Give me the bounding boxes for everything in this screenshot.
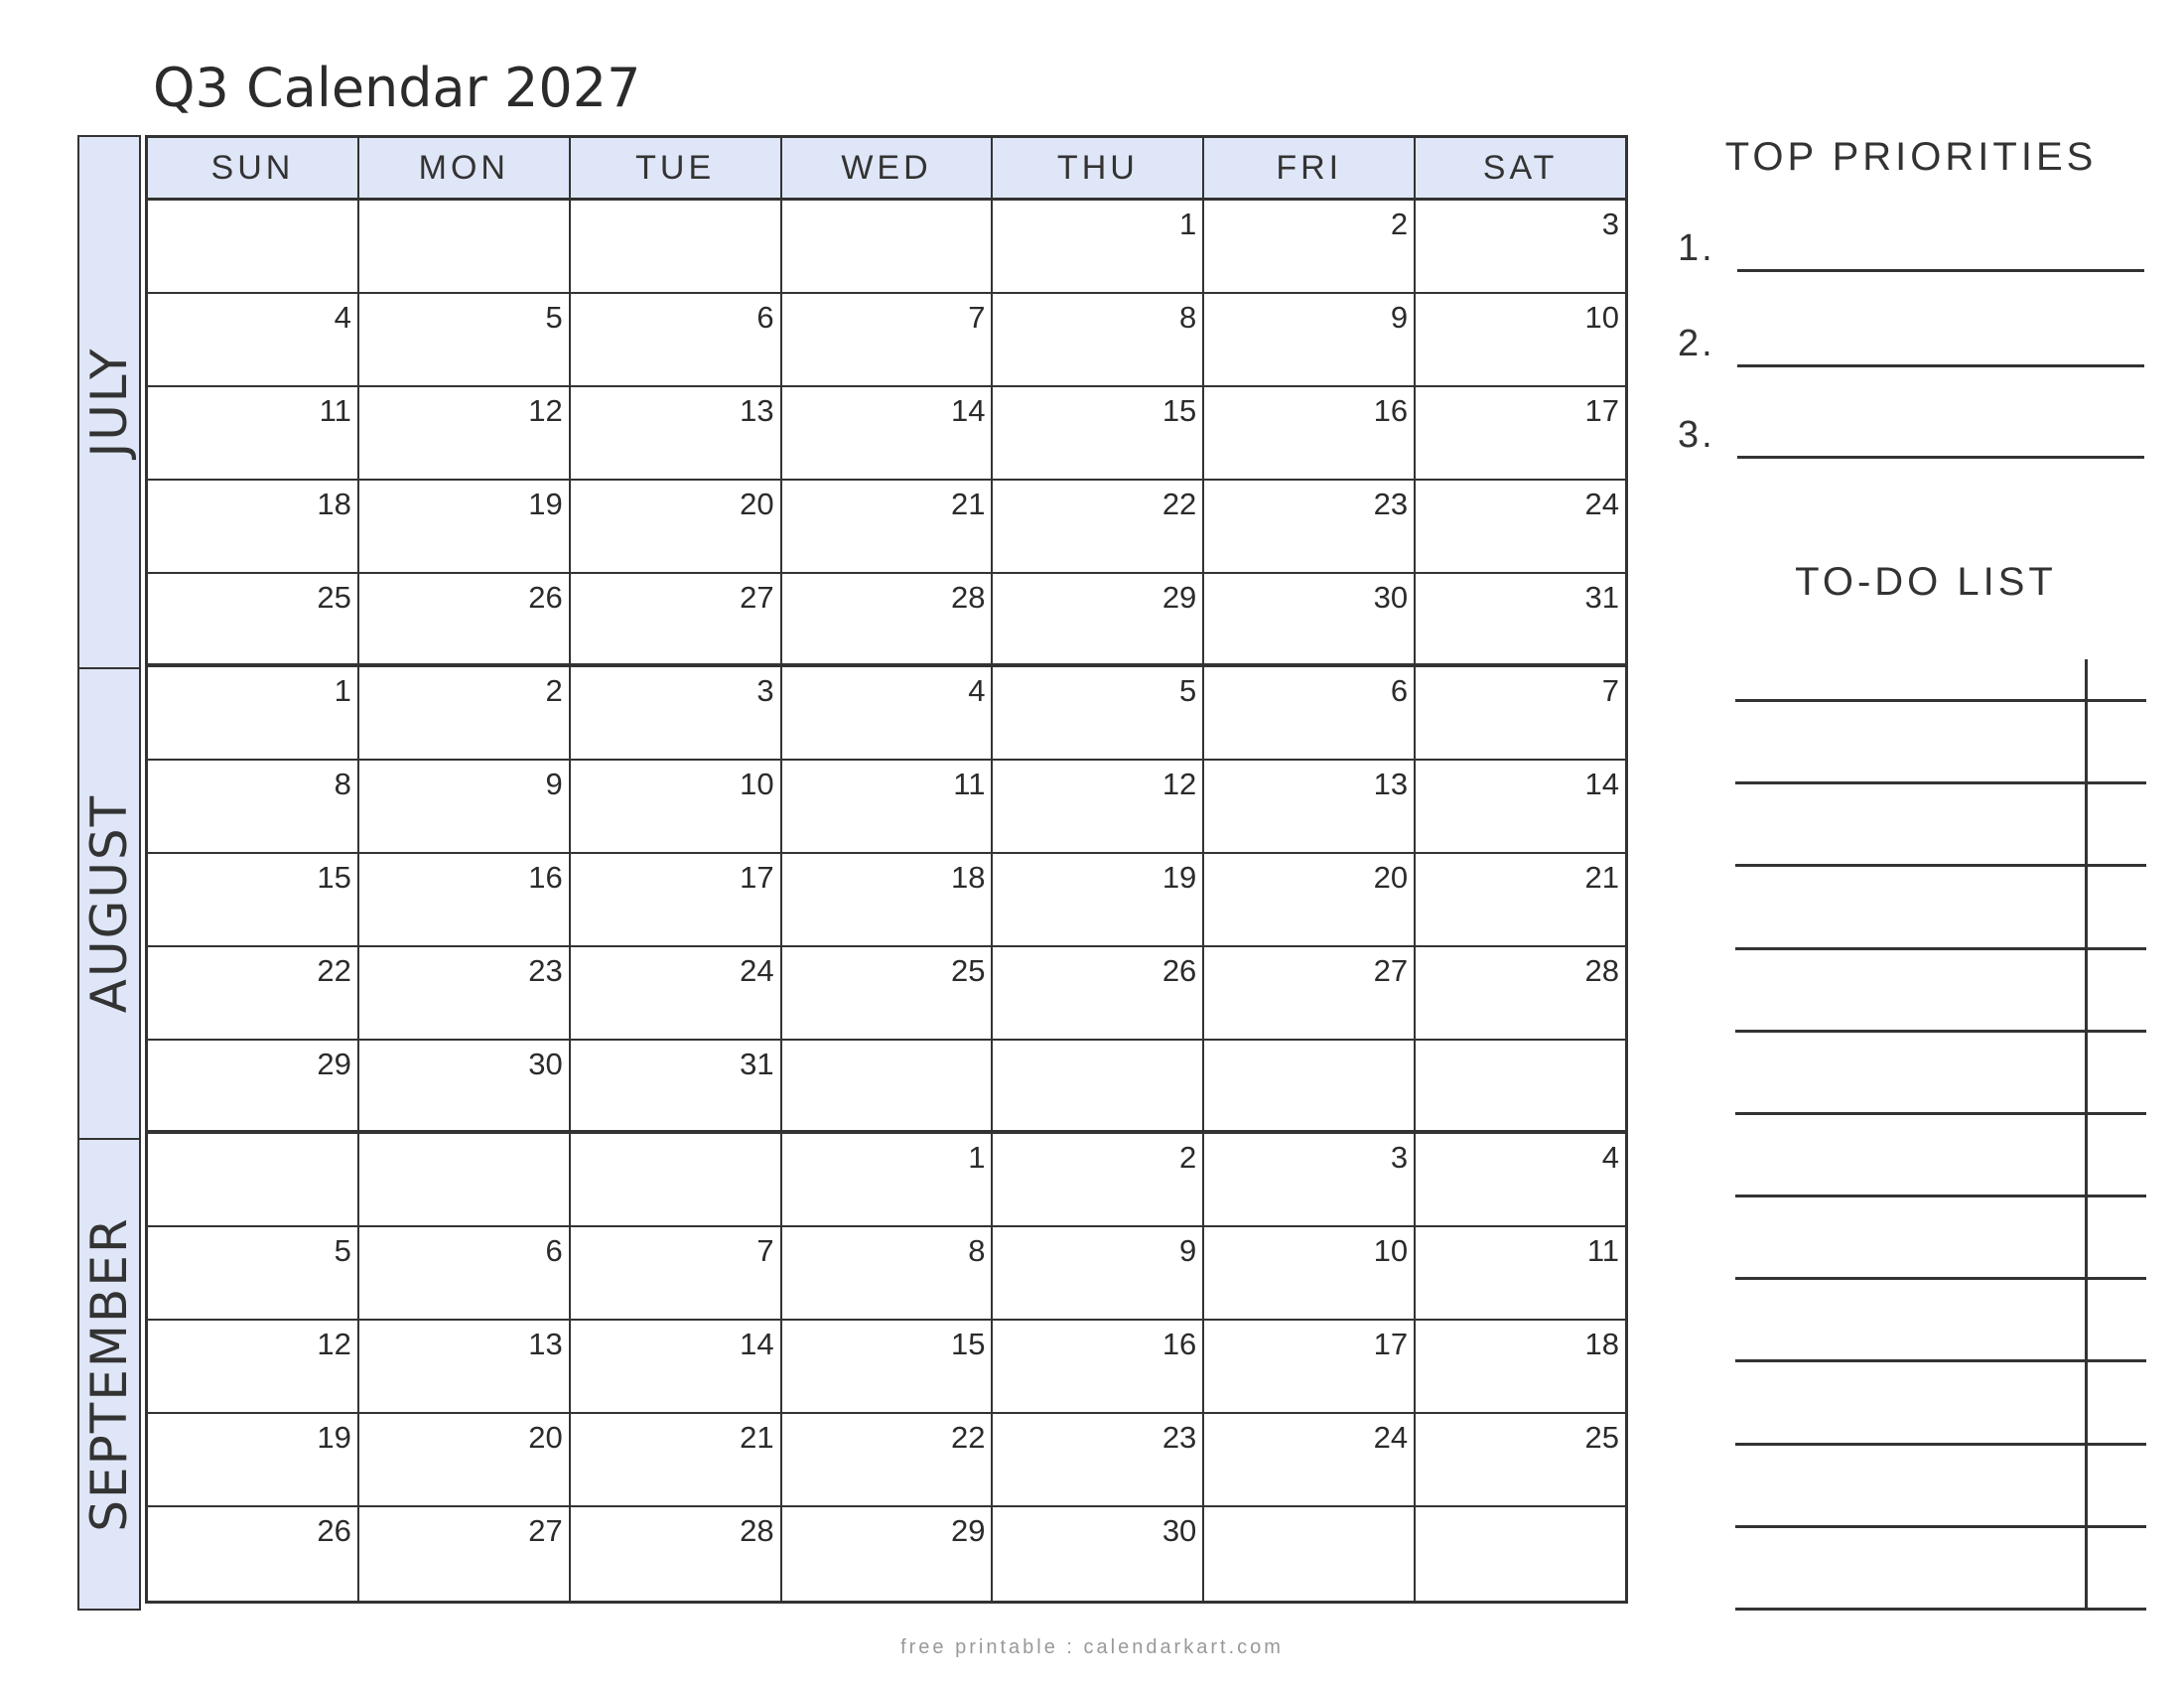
- day-number: 22: [317, 953, 351, 988]
- day-number: 4: [1601, 1140, 1620, 1175]
- day-cell-fri[interactable]: [1204, 1041, 1416, 1130]
- todo-checkbox-divider: [2085, 659, 2088, 1611]
- day-cell-mon[interactable]: [359, 947, 571, 1039]
- day-cell-wed[interactable]: [782, 1414, 994, 1505]
- day-cell-mon[interactable]: [359, 1507, 571, 1601]
- day-number: 3: [756, 673, 774, 708]
- day-cell-tue[interactable]: [571, 1227, 782, 1319]
- day-number: 18: [950, 860, 986, 895]
- day-cell-sun[interactable]: [148, 854, 359, 945]
- day-number: 6: [756, 300, 774, 335]
- day-number: 11: [1586, 1233, 1620, 1268]
- day-number: 6: [545, 1233, 563, 1268]
- day-cell-mon[interactable]: [359, 481, 571, 572]
- day-cell-thu[interactable]: [993, 854, 1204, 945]
- day-number: 20: [528, 1420, 563, 1455]
- day-number: 5: [1179, 673, 1197, 708]
- day-number: 4: [968, 673, 986, 708]
- day-cell-sun[interactable]: [148, 1227, 359, 1319]
- day-number: 23: [1161, 1420, 1197, 1455]
- priority-number: 2.: [1678, 323, 1715, 364]
- calendar-grid: [145, 135, 1628, 1604]
- day-cell-sat[interactable]: [1416, 294, 1625, 385]
- day-number: 26: [1161, 953, 1197, 988]
- weekday-sun: SUN: [148, 138, 359, 198]
- day-cell-wed[interactable]: [782, 1321, 994, 1412]
- day-cell-wed[interactable]: [782, 201, 994, 292]
- day-cell-fri[interactable]: [1204, 854, 1416, 945]
- day-cell-wed[interactable]: [782, 1041, 994, 1130]
- day-cell-fri[interactable]: [1204, 1507, 1416, 1601]
- footer-credit: free printable : calendarkart.com: [900, 1636, 1284, 1658]
- day-cell-mon[interactable]: [359, 387, 571, 479]
- day-number: 23: [528, 953, 563, 988]
- day-number: 2: [545, 673, 563, 708]
- todo-write-line[interactable]: [1735, 1608, 2146, 1611]
- priority-item-1[interactable]: [1678, 212, 2144, 272]
- month-strip-august: [77, 667, 141, 1140]
- day-number: 28: [1584, 953, 1620, 988]
- day-number: 27: [528, 1513, 563, 1548]
- day-number: 1: [968, 1140, 986, 1175]
- month-label-september: SEPTEMBER: [80, 1216, 138, 1532]
- day-cell-wed[interactable]: [782, 761, 994, 852]
- day-number: 20: [1373, 860, 1409, 895]
- day-cell-sat[interactable]: [1416, 1134, 1625, 1225]
- day-number: 14: [1584, 767, 1620, 801]
- day-number: 7: [1601, 673, 1620, 708]
- day-cell-sun[interactable]: [148, 574, 359, 663]
- day-number: 30: [528, 1047, 563, 1081]
- day-number: 18: [1584, 1327, 1620, 1361]
- day-number: 21: [1584, 860, 1620, 895]
- day-cell-mon[interactable]: [359, 667, 571, 759]
- day-number: 3: [1390, 1140, 1409, 1175]
- day-cell-fri[interactable]: [1204, 1227, 1416, 1319]
- day-number: 19: [528, 487, 563, 521]
- priority-item-3[interactable]: [1678, 399, 2144, 459]
- day-cell-sun[interactable]: [148, 1134, 359, 1225]
- todo-write-line[interactable]: [1735, 1359, 2146, 1362]
- day-number: 8: [334, 767, 351, 801]
- day-cell-fri[interactable]: [1204, 667, 1416, 759]
- day-number: 10: [740, 767, 774, 801]
- week-row: [148, 481, 1625, 574]
- day-cell-fri[interactable]: [1204, 1414, 1416, 1505]
- day-cell-wed[interactable]: [782, 1134, 994, 1225]
- day-cell-fri[interactable]: [1204, 481, 1416, 572]
- day-cell-sun[interactable]: [148, 667, 359, 759]
- week-row: [148, 574, 1625, 667]
- todo-write-line[interactable]: [1735, 1443, 2146, 1446]
- day-number: 26: [317, 1513, 351, 1548]
- week-rows: [148, 201, 1625, 1601]
- day-cell-thu[interactable]: [993, 481, 1204, 572]
- day-cell-sat[interactable]: [1416, 481, 1625, 572]
- day-cell-fri[interactable]: [1204, 387, 1416, 479]
- day-cell-sun[interactable]: [148, 1507, 359, 1601]
- day-cell-wed[interactable]: [782, 1507, 994, 1601]
- day-cell-fri[interactable]: [1204, 574, 1416, 663]
- day-number: 16: [528, 860, 563, 895]
- day-cell-thu[interactable]: [993, 1414, 1204, 1505]
- day-number: 12: [317, 1327, 351, 1361]
- day-number: 5: [334, 1233, 351, 1268]
- day-number: 8: [968, 1233, 986, 1268]
- day-cell-thu[interactable]: [993, 667, 1204, 759]
- day-cell-thu[interactable]: [993, 294, 1204, 385]
- day-number: 14: [740, 1327, 774, 1361]
- day-cell-wed[interactable]: [782, 667, 994, 759]
- page-title: Q3 Calendar 2027: [153, 57, 641, 119]
- day-cell-wed[interactable]: [782, 387, 994, 479]
- todo-write-line[interactable]: [1735, 1195, 2146, 1197]
- day-cell-tue[interactable]: [571, 201, 782, 292]
- day-number: 2: [1179, 1140, 1197, 1175]
- day-cell-sun[interactable]: [148, 1041, 359, 1130]
- day-number: 21: [950, 487, 986, 521]
- day-number: 30: [1161, 1513, 1197, 1548]
- day-cell-thu[interactable]: [993, 1134, 1204, 1225]
- day-cell-thu[interactable]: [993, 1227, 1204, 1319]
- day-cell-sat[interactable]: [1416, 1507, 1625, 1601]
- day-cell-thu[interactable]: [993, 947, 1204, 1039]
- week-row: [148, 387, 1625, 481]
- day-cell-sat[interactable]: [1416, 761, 1625, 852]
- top-priorities-heading: TOP PRIORITIES: [1724, 135, 2098, 179]
- day-cell-fri[interactable]: [1204, 294, 1416, 385]
- priority-write-line[interactable]: [1737, 364, 2144, 367]
- day-cell-wed[interactable]: [782, 574, 994, 663]
- priority-number: 3.: [1678, 414, 1715, 456]
- day-number: 6: [1390, 673, 1409, 708]
- todo-write-line[interactable]: [1735, 1112, 2146, 1115]
- day-cell-sat[interactable]: [1416, 201, 1625, 292]
- day-number: 20: [740, 487, 774, 521]
- day-cell-tue[interactable]: [571, 947, 782, 1039]
- day-number: 17: [1373, 1327, 1409, 1361]
- month-strip-july: [77, 135, 141, 669]
- day-cell-wed[interactable]: [782, 854, 994, 945]
- day-cell-tue[interactable]: [571, 761, 782, 852]
- day-cell-sat[interactable]: [1416, 1321, 1625, 1412]
- day-number: 12: [1161, 767, 1197, 801]
- week-row: [148, 947, 1625, 1041]
- day-cell-sun[interactable]: [148, 481, 359, 572]
- day-number: 28: [740, 1513, 774, 1548]
- day-cell-tue[interactable]: [571, 667, 782, 759]
- day-number: 5: [545, 300, 563, 335]
- day-cell-mon[interactable]: [359, 294, 571, 385]
- day-cell-wed[interactable]: [782, 481, 994, 572]
- day-cell-mon[interactable]: [359, 201, 571, 292]
- day-cell-fri[interactable]: [1204, 201, 1416, 292]
- day-number: 25: [950, 953, 986, 988]
- day-cell-sat[interactable]: [1416, 387, 1625, 479]
- day-cell-tue[interactable]: [571, 387, 782, 479]
- month-strip-september: [77, 1138, 141, 1611]
- day-cell-tue[interactable]: [571, 481, 782, 572]
- day-number: 19: [317, 1420, 351, 1455]
- month-label-august: AUGUST: [80, 793, 138, 1014]
- day-number: 1: [334, 673, 351, 708]
- day-number: 8: [1179, 300, 1197, 335]
- day-number: 24: [1584, 487, 1620, 521]
- month-label-july: JULY: [80, 347, 138, 458]
- week-row: [148, 1507, 1625, 1601]
- weekday-mon: MON: [359, 138, 571, 198]
- priority-number: 1.: [1678, 227, 1715, 269]
- day-cell-fri[interactable]: [1204, 1321, 1416, 1412]
- day-number: 29: [317, 1047, 351, 1081]
- day-number: 17: [740, 860, 774, 895]
- day-cell-sun[interactable]: [148, 201, 359, 292]
- day-number: 31: [740, 1047, 774, 1081]
- weekday-tue: TUE: [571, 138, 782, 198]
- week-row: [148, 1414, 1625, 1507]
- day-cell-sat[interactable]: [1416, 1227, 1625, 1319]
- day-cell-tue[interactable]: [571, 574, 782, 663]
- day-cell-wed[interactable]: [782, 294, 994, 385]
- day-cell-mon[interactable]: [359, 1414, 571, 1505]
- day-number: 11: [953, 767, 986, 801]
- day-number: 13: [528, 1327, 563, 1361]
- day-cell-thu[interactable]: [993, 1507, 1204, 1601]
- day-cell-wed[interactable]: [782, 1227, 994, 1319]
- day-cell-thu[interactable]: [993, 387, 1204, 479]
- day-cell-mon[interactable]: [359, 1227, 571, 1319]
- day-cell-tue[interactable]: [571, 1321, 782, 1412]
- day-number: 17: [1584, 393, 1620, 428]
- day-cell-mon[interactable]: [359, 1321, 571, 1412]
- day-cell-sat[interactable]: [1416, 667, 1625, 759]
- priority-item-2[interactable]: [1678, 308, 2144, 367]
- day-cell-sat[interactable]: [1416, 1414, 1625, 1505]
- priority-write-line[interactable]: [1737, 269, 2144, 272]
- day-cell-tue[interactable]: [571, 1134, 782, 1225]
- day-cell-sat[interactable]: [1416, 574, 1625, 663]
- day-number: 16: [1161, 1327, 1197, 1361]
- day-cell-wed[interactable]: [782, 947, 994, 1039]
- day-number: 22: [950, 1420, 986, 1455]
- week-row: [148, 201, 1625, 294]
- day-number: 15: [1161, 393, 1197, 428]
- day-number: 21: [740, 1420, 774, 1455]
- todo-write-line[interactable]: [1735, 699, 2146, 702]
- day-number: 28: [950, 580, 986, 615]
- day-cell-sun[interactable]: [148, 1321, 359, 1412]
- week-row: [148, 1134, 1625, 1227]
- day-cell-thu[interactable]: [993, 1321, 1204, 1412]
- day-cell-tue[interactable]: [571, 1041, 782, 1130]
- week-row: [148, 294, 1625, 387]
- todo-write-line[interactable]: [1735, 947, 2146, 950]
- weekday-sat: SAT: [1482, 149, 1559, 187]
- day-cell-sun[interactable]: [148, 761, 359, 852]
- day-cell-thu[interactable]: [993, 574, 1204, 663]
- day-number: 30: [1373, 580, 1409, 615]
- day-cell-tue[interactable]: [571, 294, 782, 385]
- day-number: 3: [1601, 207, 1620, 241]
- day-cell-mon[interactable]: [359, 761, 571, 852]
- day-number: 12: [528, 393, 563, 428]
- day-cell-tue[interactable]: [571, 1414, 782, 1505]
- day-number: 15: [950, 1327, 986, 1361]
- day-number: 26: [528, 580, 563, 615]
- day-number: 11: [319, 393, 351, 428]
- week-row: [148, 667, 1625, 761]
- day-cell-thu[interactable]: [993, 201, 1204, 292]
- week-row: [148, 1227, 1625, 1321]
- day-number: 18: [317, 487, 351, 521]
- day-number: 23: [1373, 487, 1409, 521]
- week-row: [148, 854, 1625, 947]
- day-number: 7: [968, 300, 986, 335]
- week-row: [148, 761, 1625, 854]
- day-number: 7: [756, 1233, 774, 1268]
- day-number: 10: [1584, 300, 1620, 335]
- day-number: 15: [317, 860, 351, 895]
- day-number: 24: [740, 953, 774, 988]
- day-number: 9: [1390, 300, 1409, 335]
- todo-write-line[interactable]: [1735, 1277, 2146, 1280]
- day-number: 19: [1161, 860, 1197, 895]
- day-number: 25: [317, 580, 351, 615]
- day-number: 31: [1584, 580, 1620, 615]
- weekday-thu: THU: [993, 138, 1204, 198]
- day-cell-mon[interactable]: [359, 1041, 571, 1130]
- todo-write-line[interactable]: [1735, 864, 2146, 867]
- day-number: 9: [1179, 1233, 1197, 1268]
- day-cell-sat[interactable]: [1416, 947, 1625, 1039]
- day-number: 4: [334, 300, 351, 335]
- week-row: [148, 1321, 1625, 1414]
- day-cell-mon[interactable]: [359, 574, 571, 663]
- todo-write-line[interactable]: [1735, 1030, 2146, 1033]
- day-number: 13: [740, 393, 774, 428]
- weekday-fri: FRI: [1204, 138, 1416, 198]
- weekday-wed: WED: [782, 138, 994, 198]
- week-row: [148, 1041, 1625, 1134]
- day-number: 24: [1373, 1420, 1409, 1455]
- day-number: 16: [1373, 393, 1409, 428]
- priority-write-line[interactable]: [1737, 456, 2144, 459]
- day-number: 13: [1373, 767, 1409, 801]
- day-cell-thu[interactable]: [993, 761, 1204, 852]
- day-number: 27: [740, 580, 774, 615]
- day-number: 1: [1179, 207, 1197, 241]
- day-cell-fri[interactable]: [1204, 1134, 1416, 1225]
- day-cell-tue[interactable]: [571, 854, 782, 945]
- day-number: 29: [950, 1513, 986, 1548]
- day-number: 29: [1161, 580, 1197, 615]
- weekday-header: [148, 138, 1625, 201]
- day-cell-sun[interactable]: [148, 387, 359, 479]
- day-number: 22: [1161, 487, 1197, 521]
- day-cell-sun[interactable]: [148, 947, 359, 1039]
- day-cell-fri[interactable]: [1204, 947, 1416, 1039]
- day-number: 25: [1584, 1420, 1620, 1455]
- day-cell-sun[interactable]: [148, 1414, 359, 1505]
- day-cell-tue[interactable]: [571, 1507, 782, 1601]
- day-cell-mon[interactable]: [359, 854, 571, 945]
- day-cell-sun[interactable]: [148, 294, 359, 385]
- day-number: 10: [1373, 1233, 1409, 1268]
- day-cell-thu[interactable]: [993, 1041, 1204, 1130]
- day-number: 14: [950, 393, 986, 428]
- todo-write-line[interactable]: [1735, 1525, 2146, 1528]
- day-number: 9: [545, 767, 563, 801]
- day-cell-mon[interactable]: [359, 1134, 571, 1225]
- day-cell-fri[interactable]: [1204, 761, 1416, 852]
- day-cell-sat[interactable]: [1416, 854, 1625, 945]
- todo-write-line[interactable]: [1735, 781, 2146, 784]
- day-number: 2: [1390, 207, 1409, 241]
- todo-list-heading: TO-DO LIST: [1795, 560, 2057, 604]
- day-number: 27: [1373, 953, 1409, 988]
- day-cell-sat[interactable]: [1416, 1041, 1625, 1130]
